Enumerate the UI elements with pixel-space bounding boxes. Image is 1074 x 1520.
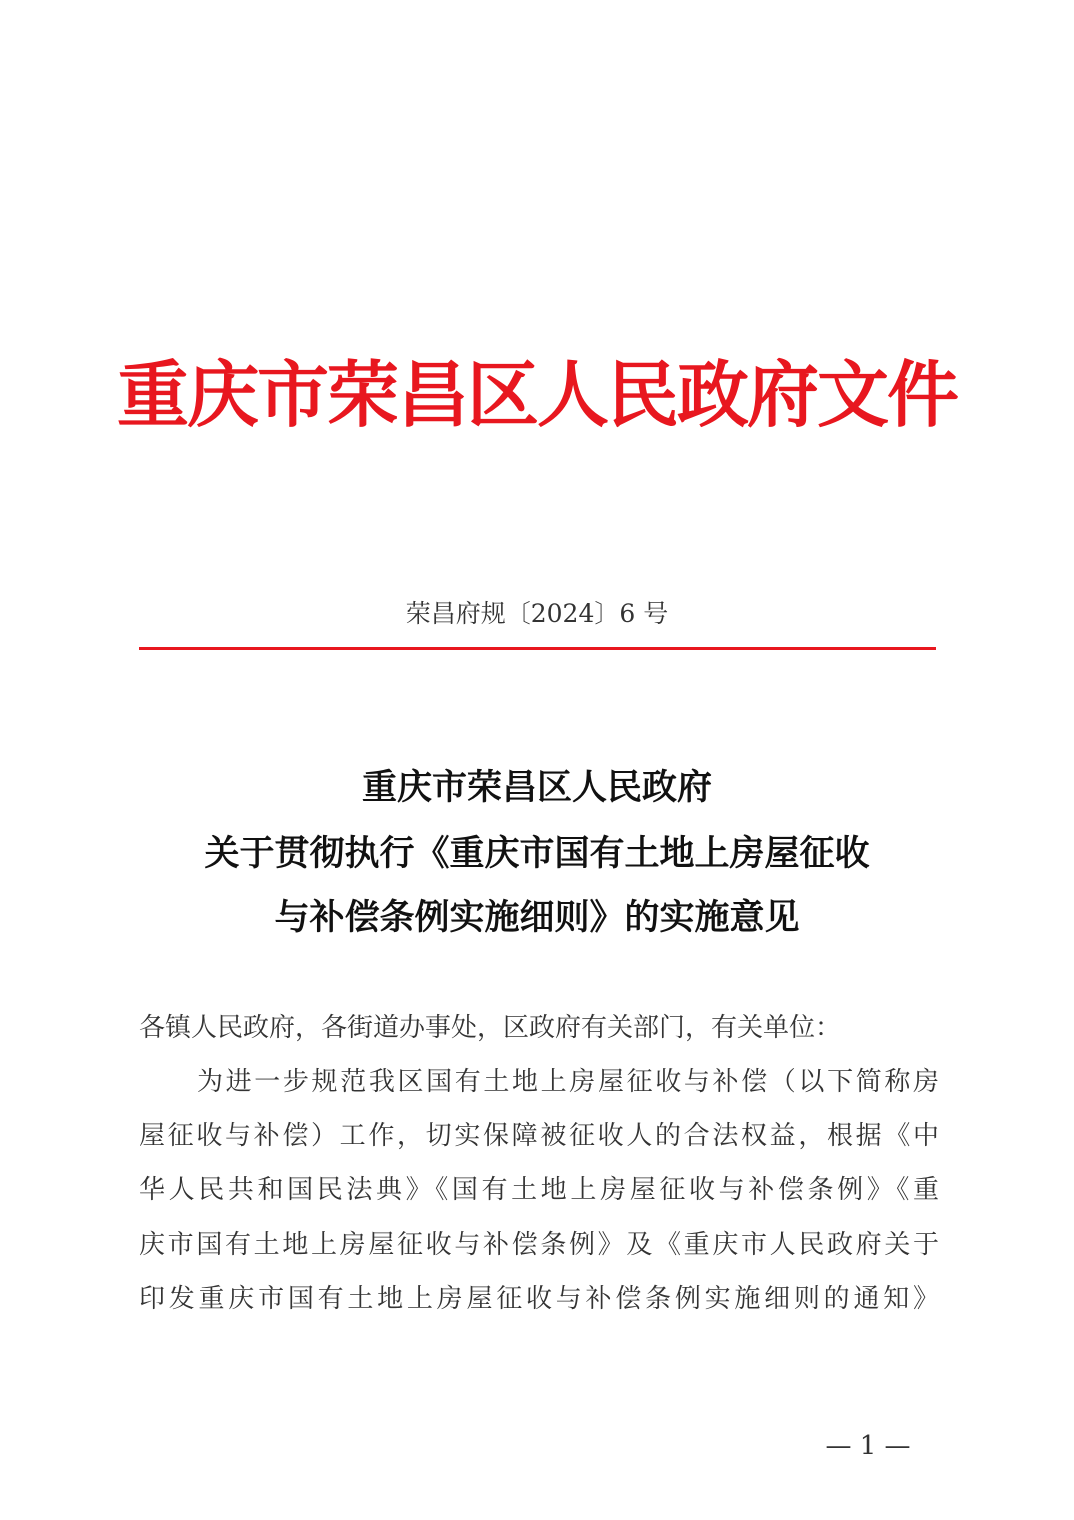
body-text-line: 为进一步规范我区国有土地上房屋征收与补偿（以下简称房 [197,1067,939,1097]
document-title-line-1: 重庆市荣昌区人民政府 [361,768,712,808]
document-title-line-2: 关于贯彻执行《重庆市国有土地上房屋征收 [204,834,870,874]
document-title-line-3: 与补偿条例实施细则》的实施意见 [274,898,800,938]
document-number: 荣昌府规〔2024〕6 号 [405,599,669,628]
red-separator-line [139,647,936,650]
body-text-line: 印发重庆市国有土地上房屋征收与补偿条例实施细则的通知》 [139,1284,939,1314]
body-text-line: 屋征收与补偿）工作，切实保障被征收人的合法权益，根据《中 [139,1121,939,1151]
document-masthead: 重庆市荣昌区人民政府文件 [116,353,957,437]
addressee-line: 各镇人民政府，各街道办事处，区政府有关部门，有关单位： [139,1013,842,1043]
body-text-line: 华人民共和国民法典》《国有土地上房屋征收与补偿条例》《重 [139,1175,939,1205]
body-text-line: 庆市国有土地上房屋征收与补偿条例》及《重庆市人民政府关于 [139,1230,939,1260]
page-number: — 1 — [825,1431,911,1461]
